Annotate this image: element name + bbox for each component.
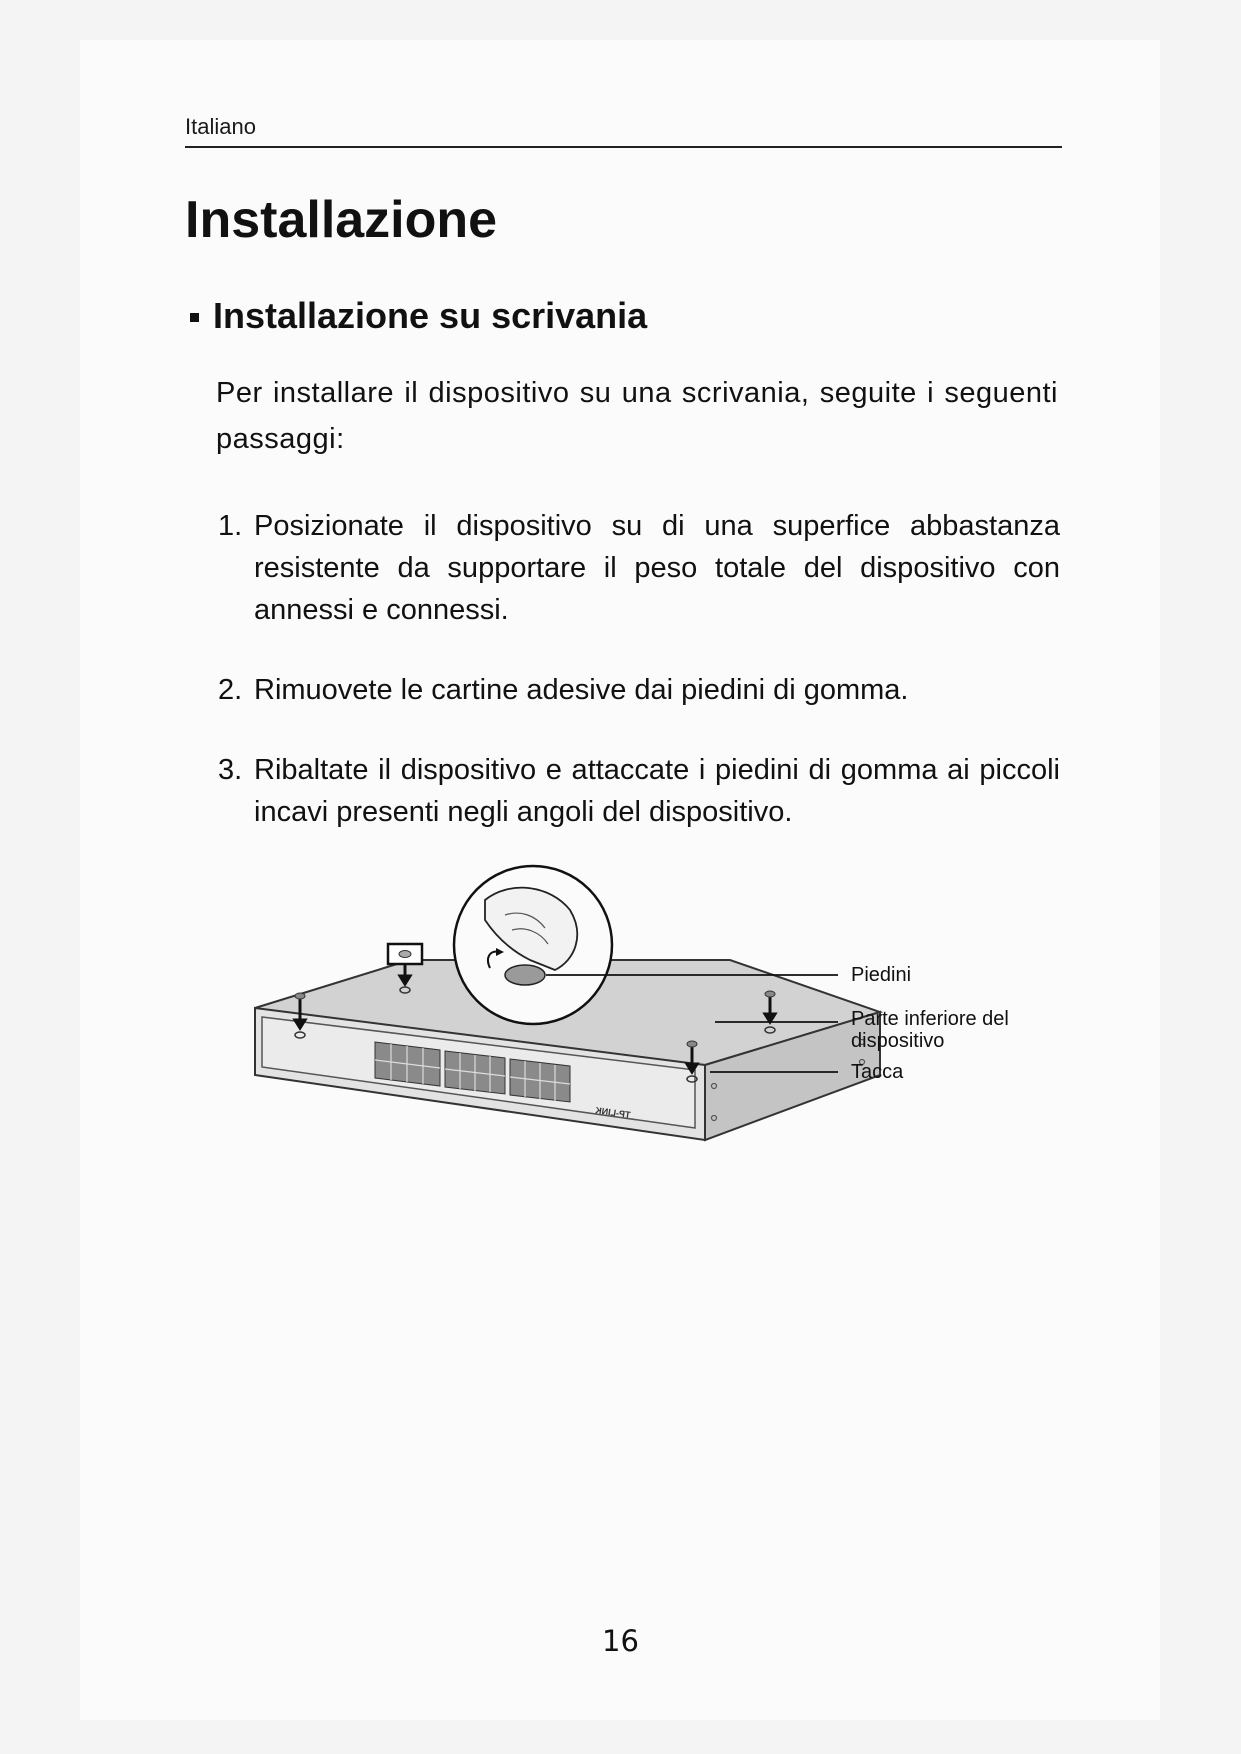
page-title: Installazione bbox=[185, 191, 498, 249]
rubber-foot bbox=[505, 965, 545, 985]
square-bullet-icon bbox=[190, 313, 199, 322]
step-number: 3. bbox=[218, 754, 243, 786]
step-text: Rimuovete le cartine adesive dai piedini di gomma. bbox=[254, 674, 909, 706]
step-number: 1. bbox=[218, 510, 243, 542]
step-item bbox=[218, 669, 1060, 711]
callout-bottom: Parte inferiore del dispositivo bbox=[851, 1008, 1009, 1052]
intro-paragraph: Per installare il dispositivo su una scrivania, seguite i seguenti passaggi: bbox=[216, 377, 1058, 455]
page-number: 16 bbox=[602, 1624, 639, 1658]
step-item bbox=[218, 749, 1060, 833]
section-heading-text: Installazione su scrivania bbox=[213, 295, 648, 336]
magnifier-circle bbox=[454, 866, 612, 1024]
callout-feet: Piedini bbox=[851, 964, 912, 986]
step-item bbox=[218, 505, 1060, 631]
steps-list bbox=[218, 505, 1060, 833]
section-heading bbox=[190, 295, 647, 337]
brand-mark: TP-LINK bbox=[594, 1105, 632, 1120]
step-number: 2. bbox=[218, 674, 243, 706]
step-text: Posizionate il dispositivo su di una superfice abbastanza resistente da supportare il peso totale del dispositivo con annessi e connessi. bbox=[254, 510, 1060, 626]
header-language: Italiano bbox=[185, 114, 256, 139]
header-divider bbox=[185, 146, 1062, 148]
callout-notch: Tacca bbox=[851, 1061, 904, 1083]
installation-figure bbox=[250, 860, 1050, 1160]
step-text: Ribaltate il dispositivo e attaccate i piedini di gomma ai piccoli incavi presenti negli angoli del dispositivo. bbox=[254, 754, 1060, 828]
